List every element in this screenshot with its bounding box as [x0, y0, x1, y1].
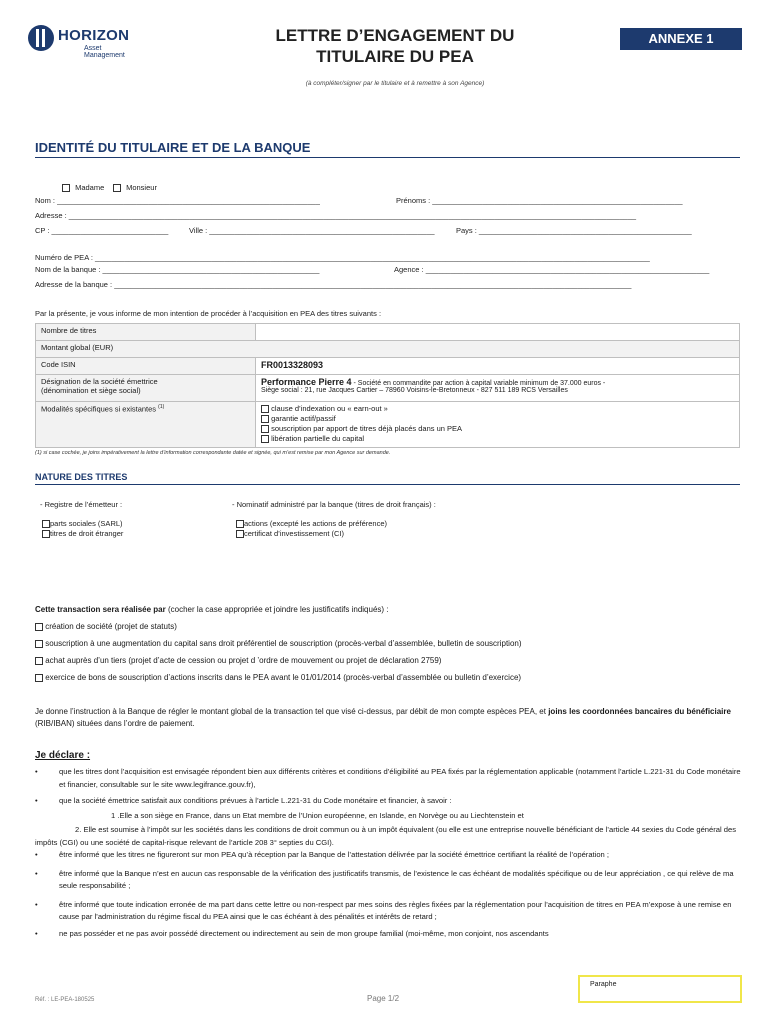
option-earn-out[interactable]	[261, 404, 734, 414]
declaration-title: Je déclare :	[35, 750, 91, 761]
intro-text: Par la présente, je vous informe de mon intention de procéder à l’acquisition en PEA des titres suivants :	[35, 309, 382, 318]
annexe-badge: ANNEXE 1	[620, 28, 742, 50]
list-item-text: ne pas posséder et ne pas avoir possédé directement ou indirectement au sein de mon groupe familial (moi-même, mon conjoint, nos ascendants	[59, 928, 549, 938]
company-name: Performance Pierre 4	[261, 377, 352, 387]
company-description: - Société en commandite par action à capital variable minimum de 37.000 euros -	[351, 380, 606, 387]
document-reference: Réf. : LE-PEA-180525	[35, 997, 95, 1003]
title-line-1: LETTRE D’ENGAGEMENT DU	[275, 26, 515, 45]
option-label: certificat d’investissement (CI)	[244, 529, 345, 538]
option-checkbox[interactable]	[35, 674, 43, 682]
option-label: clause d’indexation ou « earn-out »	[271, 404, 388, 413]
numero-pea-field[interactable]: Numéro de PEA : _____________________________________________________________________________________________________________________________________	[35, 253, 650, 262]
table-row	[36, 324, 740, 341]
option-label: actions (excepté les actions de préférence)	[244, 519, 387, 528]
instruction-text: (RIB/IBAN) situées dans l’ordre de paiement.	[35, 719, 195, 728]
footnote: (1) si case cochée, je joins impérativement la lettre d’information correspondante datée et signée, qui m’est remise par mon Agence sur demande.	[35, 450, 391, 456]
declaration-list	[35, 766, 747, 940]
option-label: souscription à une augmentation du capital sans droit préférentiel de souscription (procès-verbal d’assemblée, bulletin de souscription)	[45, 639, 522, 648]
ville-field[interactable]: Ville : ______________________________________________________	[189, 226, 435, 235]
option-checkbox[interactable]	[261, 435, 269, 443]
horizon-logo-icon	[28, 25, 54, 51]
bullet-icon: •	[35, 868, 38, 878]
list-item	[35, 849, 747, 862]
instruction-bold: joins	[548, 707, 567, 716]
option-checkbox[interactable]	[35, 623, 43, 631]
table-row	[36, 358, 740, 375]
registre-heading: - Registre de l’émetteur :	[40, 500, 123, 509]
actions-option[interactable]	[236, 519, 387, 528]
section-divider	[35, 484, 740, 485]
certificat-option[interactable]	[236, 529, 344, 538]
civility-row-2	[113, 183, 157, 192]
option-checkbox[interactable]	[35, 657, 43, 665]
code-isin-label: Code ISIN	[36, 358, 256, 375]
horizon-logo	[28, 25, 138, 57]
transaction-section	[35, 605, 745, 690]
bullet-icon: •	[35, 850, 38, 859]
table-row	[36, 375, 740, 402]
list-item	[35, 899, 747, 924]
option-checkbox[interactable]	[42, 520, 50, 528]
list-item-text: être informé que les titres ne figureront sur mon PEA qu’à réception par la Banque de l’attestation délivrée par la société émettrice certifiant la réalité de l’opération ;	[59, 850, 610, 859]
title-line-2: TITULAIRE DU PEA	[316, 47, 474, 66]
transaction-option[interactable]	[35, 656, 745, 673]
modalites-label-text: Modalités spécifiques si existantes	[41, 404, 157, 414]
instruction-text: Je donne l’instruction à la Banque de régler le montant global de la transaction tel que visé ci-dessus, par débit de mon compte espèces PEA, et	[35, 707, 549, 716]
list-item-text: que la société émettrice satisfait aux conditions prévues à l’article L.221-31 du Code monétaire et financier, à savoir :	[59, 796, 452, 805]
parts-sociales-option[interactable]	[42, 519, 123, 528]
nominatif-heading: - Nominatif administré par la banque (titres de droit français) :	[232, 500, 436, 509]
section-divider	[35, 157, 740, 158]
code-isin-value: FR0013328093	[256, 358, 740, 375]
document-title	[230, 25, 560, 67]
nature-section-title: NATURE DES TITRES	[35, 472, 128, 482]
option-garantie[interactable]	[261, 414, 734, 424]
montant-global-label: Montant global (EUR)	[36, 341, 740, 358]
transaction-option[interactable]	[35, 622, 745, 639]
paraphe-label: Paraphe	[590, 981, 617, 988]
option-apport[interactable]	[261, 424, 734, 434]
option-label: libération partielle du capital	[271, 434, 365, 443]
option-checkbox[interactable]	[35, 640, 43, 648]
list-item-text: être informé que la Banque n’est en aucun cas responsable de la vérification des justificatifs transmis, de l’existence le cas échéant de modalités spécifique ou de leur appréciation , ce qui relève de ma seule responsabilité ;	[59, 868, 734, 890]
agence-field[interactable]: Agence : ____________________________________________________________________	[394, 265, 710, 274]
option-label: parts sociales (SARL)	[50, 519, 123, 528]
transaction-lead-bold: Cette transaction sera réalisée par	[35, 605, 166, 614]
bullet-icon: •	[35, 899, 38, 909]
prenoms-field[interactable]: Prénoms : ____________________________________________________________	[396, 196, 683, 205]
nombre-titres-value[interactable]	[256, 324, 740, 341]
modalites-options	[256, 402, 740, 448]
document-subtitle: (à compléter/signer par le titulaire et à remettre à son Agence)	[305, 80, 485, 87]
instruction-paragraph	[35, 706, 745, 730]
civility-row	[62, 183, 104, 192]
option-checkbox[interactable]	[261, 415, 269, 423]
option-checkbox[interactable]	[236, 520, 244, 528]
logo-subtitle: Asset Management	[84, 45, 125, 59]
option-label: création de société (projet de statuts)	[45, 622, 177, 631]
identity-section-title: IDENTITÉ DU TITULAIRE ET DE LA BANQUE	[35, 140, 311, 155]
designation-label-line2: (dénomination et siège social)	[41, 386, 141, 395]
option-label: garantie actif/passif	[271, 414, 336, 423]
instruction-bold: les coordonnées bancaires du bénéficiaire	[569, 707, 731, 716]
list-subitem: 2. Elle est soumise à l’impôt sur les sociétés dans les conditions de droit commun ou à un impôt équivalent (ou elle est une entreprise nouvelle bénéficiant de l’article 44 sexies du Code général des impôts (CGI) ou une société de capital-risque relevant de l’article 208 3° septies du CGI).	[35, 825, 737, 847]
option-label: souscription par apport de titres déjà placés dans un PEA	[271, 424, 463, 433]
list-subitem: 1 .Elle a son siège en France, dans un Etat membre de l’Union européenne, en Islande, en Norvège ou au Liechtenstein et	[111, 810, 524, 820]
transaction-lead-rest: (cocher la case appropriée et joindre les justificatifs indiqués) :	[165, 605, 389, 614]
transaction-option[interactable]	[35, 639, 745, 656]
bullet-icon: •	[35, 796, 38, 805]
nombre-titres-label: Nombre de titres	[36, 324, 256, 341]
madame-label: Madame	[75, 183, 105, 192]
adresse-banque-field[interactable]: Adresse de la banque : ____________________________________________________________________________________________________________________________	[35, 280, 632, 289]
table-row	[36, 402, 740, 448]
logo-name: HORIZON	[58, 27, 130, 44]
list-item-text: que les titres dont l’acquisition est envisagée répondent bien aux différents critères et conditions d’éligibilité au PEA fixés par la réglementation applicable (notamment l’article L.221-31 du Code monétaire et financier, consultable sur le site www.legifrance.gouv.fr),	[59, 767, 741, 789]
cp-field[interactable]: CP : ____________________________	[35, 226, 169, 235]
option-checkbox[interactable]	[236, 530, 244, 538]
transaction-lead	[35, 605, 745, 622]
adresse-field[interactable]: Adresse : ________________________________________________________________________________________________________________________________________	[35, 211, 637, 220]
list-item	[35, 868, 747, 893]
option-label: exercice de bons de souscription d’actions inscrits dans le PEA avant le 01/01/2014 (procès-verbal d’assemblée ou bulletin d’exercice)	[45, 673, 522, 682]
nom-banque-field[interactable]: Nom de la banque : ____________________________________________________	[35, 265, 320, 274]
nom-field[interactable]: Nom : _______________________________________________________________	[35, 196, 320, 205]
company-siege: Siège social : 21, rue Jacques Cartier – 78960 Voisins-le-Bretonneux - 827 511 189 RCS Versailles	[261, 387, 568, 394]
securities-table	[35, 323, 740, 448]
pays-field[interactable]: Pays : ___________________________________________________	[456, 226, 692, 235]
list-item	[35, 766, 747, 791]
bullet-icon: •	[35, 767, 38, 776]
designation-value	[256, 375, 740, 402]
monsieur-label: Monsieur	[126, 183, 157, 192]
option-label: titres de droit étranger	[50, 529, 124, 538]
table-row	[36, 341, 740, 358]
transaction-option[interactable]	[35, 673, 745, 690]
option-checkbox[interactable]	[261, 405, 269, 413]
option-checkbox[interactable]	[261, 425, 269, 433]
designation-label-line1: Désignation de la société émettrice	[41, 377, 158, 386]
option-label: achat auprès d’un tiers (projet d’acte de cession ou projet d ’ordre de mouvement ou projet de déclaration 2759)	[45, 656, 442, 665]
list-item	[35, 795, 747, 808]
modalites-footnote-ref: (1)	[158, 404, 165, 410]
titres-etranger-option[interactable]	[42, 529, 123, 538]
monsieur-checkbox[interactable]	[113, 184, 121, 192]
option-liberation[interactable]	[261, 434, 734, 444]
madame-checkbox[interactable]	[62, 184, 70, 192]
page-number: Page 1/2	[367, 994, 400, 1003]
modalites-label	[36, 402, 256, 448]
list-item-text: être informé que toute indication erronée de ma part dans cette lettre ou non-respect par mes soins des règles fixées par la réglementation pour l’acquisition de titres en PEA m’expose à une remise en cause par l’administration du régime fiscal du PEA ainsi que le cas échéant à des pénalités et intérêts de retard ;	[59, 899, 732, 921]
bullet-icon: •	[35, 928, 38, 938]
option-checkbox[interactable]	[42, 530, 50, 538]
paraphe-box[interactable]	[578, 975, 742, 1003]
list-item	[35, 928, 747, 941]
designation-label	[36, 375, 256, 402]
